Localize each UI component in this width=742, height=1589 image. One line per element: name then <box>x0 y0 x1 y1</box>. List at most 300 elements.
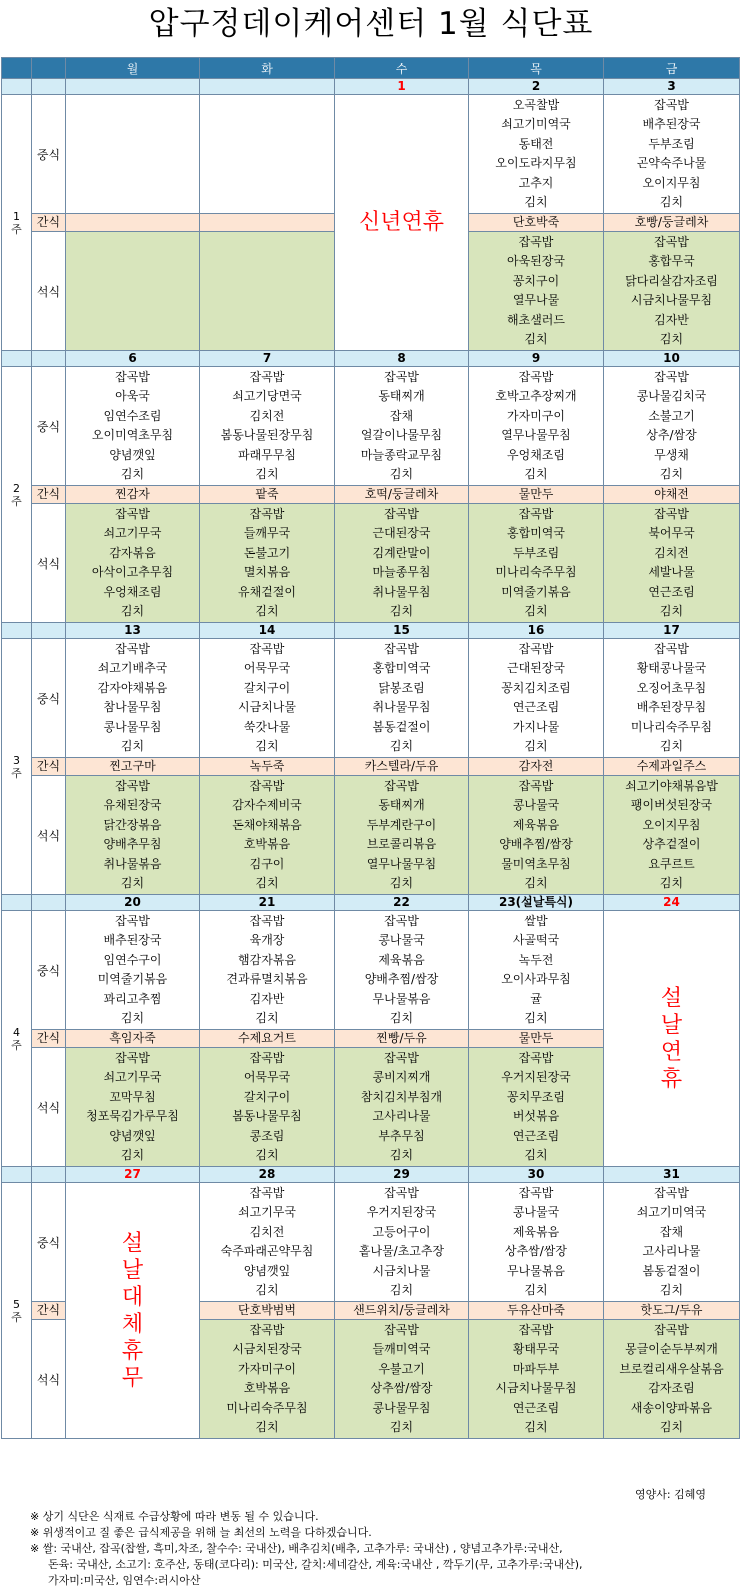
menu-item: 귤 <box>530 991 542 1006</box>
date-number: 23(설날특식) <box>498 895 574 909</box>
date-number: 29 <box>393 1167 410 1181</box>
menu-item: 제육볶음 <box>378 952 425 967</box>
menu-item: 감자수제비국 <box>232 798 302 812</box>
menu-item: 김치 <box>659 195 684 209</box>
menu-item: 잡곡밥 <box>249 506 285 521</box>
date-number: 15 <box>393 623 410 637</box>
menu-item: 제육볶음 <box>512 817 560 832</box>
meal-label-text: 중식 <box>36 963 61 978</box>
menu-item: 고사리나물 <box>372 1109 431 1123</box>
menu-item: 김치 <box>389 1148 414 1162</box>
dinner-menu-cell <box>66 1048 200 1167</box>
menu-item: 김치전 <box>249 1224 285 1239</box>
lunch-menu-cell <box>335 367 469 486</box>
snack-menu-cell <box>200 214 335 232</box>
date-number: 13 <box>124 623 141 637</box>
meal-label-snack <box>32 214 66 232</box>
menu-item: 단호박범벅 <box>238 1303 296 1317</box>
menu-item: 쌀밥 <box>524 913 548 928</box>
menu-item: 임연수조림 <box>103 408 162 423</box>
menu-item: 수제과일주스 <box>636 759 707 773</box>
lunch-menu-cell <box>200 95 335 214</box>
menu-item: 브로콜리볶음 <box>366 837 437 851</box>
menu-item: 시금치나물무침 <box>630 293 713 307</box>
menu-item: 견과류멸치볶음 <box>226 972 308 986</box>
date-cell <box>66 79 200 95</box>
dinner-menu-cell <box>335 776 469 895</box>
dinner-menu-cell <box>200 232 335 351</box>
snack-menu-cell <box>604 1302 740 1320</box>
date-row-blank <box>2 895 32 911</box>
menu-item: 쇠고기무국 <box>238 1205 296 1219</box>
menu-item: 잡곡밥 <box>654 1185 689 1200</box>
lunch-menu-cell <box>469 911 604 1030</box>
menu-item: 콩나물무침 <box>103 719 162 734</box>
date-number: 10 <box>663 351 680 365</box>
menu-item: 양념깻잎 <box>109 447 156 462</box>
menu-item: 갈치구이 <box>243 1089 291 1104</box>
menu-item: 김치 <box>524 195 548 209</box>
date-cell <box>66 1167 200 1183</box>
day-header <box>200 58 335 79</box>
menu-item: 부추무침 <box>378 1128 425 1143</box>
note-line: 가자미:미국산, 임연수:러시아산 <box>48 1574 201 1587</box>
meal-label-text: 중식 <box>36 691 61 706</box>
menu-item: 동태찌개 <box>378 389 425 403</box>
snack-menu-cell <box>469 1302 604 1320</box>
menu-item: 감자야채볶음 <box>97 680 168 695</box>
menu-item: 잡곡밥 <box>518 234 554 249</box>
week-label <box>2 911 32 1167</box>
date-number: 31 <box>663 1167 680 1181</box>
meal-label-lunch <box>32 1183 66 1302</box>
menu-item: 쇠고기당면국 <box>232 389 302 403</box>
dinner-menu-cell <box>200 1320 335 1439</box>
meal-label-text: 석식 <box>36 556 61 571</box>
menu-item: 시금치나물 <box>238 700 296 714</box>
snack-menu-cell <box>200 1302 335 1320</box>
date-number: 2 <box>531 79 541 93</box>
menu-item: 김치 <box>524 467 548 481</box>
menu-item: 연근조림 <box>512 1128 560 1143</box>
menu-item: 김치 <box>524 1420 548 1434</box>
menu-item: 숙주파래곤약무침 <box>220 1244 314 1258</box>
menu-item: 북어무국 <box>648 526 695 540</box>
menu-item: 소불고기 <box>648 408 695 423</box>
date-cell <box>469 79 604 95</box>
menu-item: 김치 <box>659 332 684 346</box>
menu-item: 오징어초무침 <box>636 680 707 695</box>
menu-item: 홍합미역국 <box>372 661 431 675</box>
menu-item: 오이지무침 <box>642 175 701 190</box>
meal-label-dinner <box>32 232 66 351</box>
menu-item: 양배추찜/쌈장 <box>364 972 439 986</box>
meal-label-text: 중식 <box>36 419 61 434</box>
menu-item: 김계란말이 <box>372 545 431 560</box>
day-header-label: 월 <box>126 61 139 76</box>
menu-item: 김치 <box>389 1420 414 1434</box>
snack-menu-cell <box>469 758 604 776</box>
meal-label-text: 석식 <box>36 1372 61 1387</box>
menu-item: 어묵무국 <box>243 661 291 675</box>
menu-item: 수제요거트 <box>238 1031 296 1045</box>
week-label <box>2 639 32 895</box>
menu-item: 김치 <box>659 739 684 753</box>
lunch-menu-cell <box>200 1183 335 1302</box>
snack-menu-cell <box>604 486 740 504</box>
menu-item: 근대된장국 <box>372 526 431 540</box>
date-cell <box>604 79 740 95</box>
menu-item: 제육볶음 <box>512 1224 560 1239</box>
menu-item: 잡곡밥 <box>654 641 689 656</box>
day-header-label: 화 <box>261 61 273 76</box>
menu-item: 콩나물국 <box>378 933 425 947</box>
menu-item: 물만두 <box>518 1031 554 1045</box>
dinner-menu-cell <box>604 504 740 623</box>
menu-item: 가자미구이 <box>238 1361 296 1376</box>
menu-item: 쑥갓나물 <box>243 719 291 734</box>
meal-label-dinner <box>32 1320 66 1439</box>
date-cell <box>200 1167 335 1183</box>
menu-item: 김치 <box>120 1148 145 1162</box>
menu-item: 잡곡밥 <box>384 506 419 521</box>
day-header <box>335 58 469 79</box>
menu-item: 홍합미역국 <box>507 526 565 540</box>
note-line: ※ 쌀: 국내산, 잡곡(찹쌀, 흑미,차조, 찰수수: 국내산), 배추김치(배추, 고추가루: 국내산) , 양념고추가루:국내산, <box>30 1542 563 1555</box>
holiday-label: 설날대체휴무 <box>121 1230 144 1391</box>
menu-item: 아욱국 <box>115 389 150 403</box>
dinner-menu-cell <box>469 232 604 351</box>
header-blank <box>32 58 66 79</box>
menu-item: 황태무국 <box>512 1342 560 1356</box>
date-number: 28 <box>258 1167 276 1181</box>
menu-item: 닭봉조림 <box>378 680 425 695</box>
menu-item: 미나리숙주무침 <box>630 719 713 734</box>
menu-item: 열무나물 <box>512 293 560 307</box>
date-number: 17 <box>663 623 680 637</box>
week-label-text: 1 주 <box>11 209 22 236</box>
menu-item: 두부조림 <box>512 545 560 560</box>
menu-item: 오곡찰밥 <box>512 97 560 112</box>
menu-item: 잡곡밥 <box>518 641 554 656</box>
menu-item: 호박볶음 <box>243 1381 291 1395</box>
snack-menu-cell <box>604 758 740 776</box>
menu-item: 김치 <box>255 876 279 890</box>
menu-item: 잡곡밥 <box>518 1185 554 1200</box>
menu-item: 동태찌개 <box>378 798 425 812</box>
date-row-blank <box>32 1167 66 1183</box>
menu-item: 두부계란구이 <box>366 817 437 832</box>
lunch-menu-cell <box>66 95 200 214</box>
menu-item: 김치 <box>389 1011 414 1025</box>
date-row-blank <box>32 623 66 639</box>
menu-item: 봄동나물무침 <box>232 1109 302 1123</box>
menu-item: 버섯볶음 <box>512 1109 560 1123</box>
menu-item: 봄동겉절이 <box>372 719 431 734</box>
lunch-menu-cell <box>66 367 200 486</box>
holiday-cell <box>66 1183 200 1439</box>
menu-item: 김구이 <box>249 856 285 871</box>
day-header-label: 금 <box>665 61 678 76</box>
menu-item: 김치 <box>120 739 145 753</box>
lunch-menu-cell <box>335 911 469 1030</box>
menu-item: 우불고기 <box>378 1361 425 1376</box>
date-cell <box>335 623 469 639</box>
menu-item: 김치 <box>120 604 145 618</box>
menu-item: 유채겉절이 <box>238 584 296 599</box>
date-cell <box>66 351 200 367</box>
menu-item: 감자전 <box>518 759 554 773</box>
menu-item: 김치 <box>524 332 548 346</box>
date-cell <box>200 623 335 639</box>
date-number: 1 <box>397 79 406 93</box>
menu-item: 잡곡밥 <box>518 369 554 384</box>
menu-item: 김치 <box>255 1420 279 1434</box>
lunch-menu-cell <box>469 639 604 758</box>
menu-item: 잡곡밥 <box>115 369 150 384</box>
menu-item: 유채된장국 <box>103 798 162 812</box>
menu-item: 잡곡밥 <box>384 1322 419 1337</box>
menu-item: 연근조림 <box>512 1400 560 1415</box>
menu-item: 사골떡국 <box>512 933 560 947</box>
meal-label-snack <box>32 1030 66 1048</box>
menu-item: 잡곡밥 <box>249 369 285 384</box>
day-header <box>469 58 604 79</box>
holiday-label: 신년연휴 <box>358 210 444 235</box>
menu-item: 찐빵/두유 <box>376 1031 427 1045</box>
date-row-blank <box>2 351 32 367</box>
meal-label-lunch <box>32 367 66 486</box>
menu-item: 고등어구이 <box>372 1224 431 1239</box>
snack-menu-cell <box>335 1302 469 1320</box>
menu-item: 잡곡밥 <box>384 1185 419 1200</box>
menu-item: 쇠고기무국 <box>103 526 162 540</box>
menu-item: 양배추찜/쌈장 <box>499 837 573 851</box>
menu-item: 잡곡밥 <box>249 1050 285 1065</box>
menu-item: 몽글이순두부찌개 <box>625 1342 718 1356</box>
menu-item: 녹두죽 <box>249 759 285 773</box>
menu-item: 잡곡밥 <box>115 641 150 656</box>
menu-item: 새송이양파볶음 <box>630 1400 713 1415</box>
menu-item: 무나물볶음 <box>372 991 431 1006</box>
week-label <box>2 367 32 623</box>
menu-item: 김치 <box>389 604 414 618</box>
menu-item: 요쿠르트 <box>648 856 695 871</box>
meal-label-text: 간식 <box>36 487 61 501</box>
date-row-blank <box>2 1167 32 1183</box>
meal-label-text: 중식 <box>36 147 61 162</box>
menu-item: 호빵/둥글레차 <box>634 215 709 229</box>
menu-item: 봄동나물된장무침 <box>220 428 314 442</box>
lunch-menu-cell <box>604 1183 740 1302</box>
menu-item: 파래무무침 <box>238 447 296 462</box>
date-cell <box>604 623 740 639</box>
snack-menu-cell <box>335 486 469 504</box>
date-number: 8 <box>397 351 406 365</box>
menu-item: 콩비지찌개 <box>372 1070 431 1084</box>
lunch-menu-cell <box>604 367 740 486</box>
week-label-text: 3 주 <box>11 753 22 780</box>
menu-item: 호떡/둥글레차 <box>364 487 439 501</box>
menu-item: 김치 <box>659 1283 684 1297</box>
menu-item: 미역줄기볶음 <box>97 972 168 986</box>
dinner-menu-cell <box>200 504 335 623</box>
menu-item: 우거지된장국 <box>366 1205 437 1219</box>
menu-item: 햄감자볶음 <box>238 952 296 967</box>
menu-table <box>1 57 740 1439</box>
menu-item: 녹두전 <box>518 952 554 967</box>
menu-item: 닭간장볶음 <box>103 817 162 832</box>
date-cell <box>604 1167 740 1183</box>
menu-item: 열무나물무침 <box>501 428 571 442</box>
date-cell <box>469 351 604 367</box>
menu-item: 잡곡밥 <box>249 1322 285 1337</box>
menu-item: 상추쌈/쌈장 <box>504 1244 567 1258</box>
snack-menu-cell <box>200 758 335 776</box>
menu-item: 쇠고기미역국 <box>636 1205 707 1219</box>
nutritionist-signature: 영양사: 김혜영 <box>635 1488 706 1501</box>
menu-item: 잡채 <box>389 408 414 423</box>
menu-item: 김자반 <box>654 312 689 327</box>
date-cell <box>469 895 604 911</box>
menu-item: 잡곡밥 <box>384 1050 419 1065</box>
menu-item: 취나물볶음 <box>103 856 162 871</box>
menu-item: 쇠고기야채볶음밥 <box>625 778 718 793</box>
menu-item: 잡곡밥 <box>249 913 285 928</box>
menu-item: 김치 <box>524 1283 548 1297</box>
menu-item: 들깨미역국 <box>372 1342 431 1356</box>
menu-item: 콩나물무침 <box>372 1400 431 1415</box>
page-title: 압구정데이케어센터 1월 식단표 <box>148 6 594 42</box>
date-cell <box>335 351 469 367</box>
menu-item: 잡곡밥 <box>115 913 150 928</box>
menu-item: 잡곡밥 <box>654 369 689 384</box>
menu-item: 꽈리고추찜 <box>103 991 162 1006</box>
menu-item: 얼갈이나물무침 <box>360 428 443 442</box>
menu-item: 김치 <box>389 1283 414 1297</box>
date-row-blank <box>2 623 32 639</box>
date-cell <box>469 1167 604 1183</box>
week-label <box>2 95 32 351</box>
meal-label-text: 간식 <box>36 1031 61 1045</box>
date-number: 16 <box>527 623 545 637</box>
lunch-menu-cell <box>604 95 740 214</box>
menu-item: 콩나물김치국 <box>636 389 707 403</box>
menu-item: 가지나물 <box>512 719 560 734</box>
menu-item: 홑나물/초고추장 <box>358 1244 445 1258</box>
lunch-menu-cell <box>604 639 740 758</box>
lunch-menu-cell <box>200 639 335 758</box>
menu-item: 들깨무국 <box>243 526 291 540</box>
menu-item: 쇠고기미역국 <box>501 117 571 131</box>
date-cell <box>200 79 335 95</box>
menu-item: 핫도그/두유 <box>640 1303 703 1317</box>
dinner-menu-cell <box>469 776 604 895</box>
menu-item: 배추된장국 <box>642 117 701 131</box>
meal-label-snack <box>32 486 66 504</box>
menu-item: 잡곡밥 <box>115 778 150 793</box>
menu-item: 찐고구마 <box>109 759 156 773</box>
menu-item: 오이미역초무침 <box>91 428 174 442</box>
menu-item: 배추된장국 <box>103 933 162 947</box>
day-header <box>66 58 200 79</box>
menu-item: 잡곡밥 <box>518 1322 554 1337</box>
meal-label-text: 간식 <box>36 215 61 229</box>
menu-item: 김치 <box>659 1420 684 1434</box>
menu-item: 임연수구이 <box>103 952 162 967</box>
menu-item: 김치 <box>120 1011 145 1025</box>
meal-label-lunch <box>32 911 66 1030</box>
meal-label-text: 석식 <box>36 1100 61 1115</box>
meal-label-dinner <box>32 1048 66 1167</box>
menu-item: 잡곡밥 <box>518 1050 554 1065</box>
menu-item: 연근조림 <box>512 700 560 714</box>
dinner-menu-cell <box>604 1320 740 1439</box>
menu-item: 상추쌈/쌈장 <box>370 1381 433 1395</box>
menu-item: 잡곡밥 <box>384 641 419 656</box>
dinner-menu-cell <box>66 232 200 351</box>
menu-item: 단호박죽 <box>512 215 560 229</box>
date-cell <box>335 895 469 911</box>
menu-item: 두유산마죽 <box>507 1303 565 1317</box>
menu-item: 호박볶음 <box>243 837 291 851</box>
menu-item: 연근조림 <box>648 584 695 599</box>
menu-item: 양배추무침 <box>103 837 162 851</box>
menu-item: 오이지무침 <box>642 817 701 832</box>
menu-item: 마늘종락교무침 <box>360 447 443 462</box>
menu-item: 두부조림 <box>648 136 695 151</box>
menu-item: 참나물무침 <box>103 700 162 714</box>
dinner-menu-cell <box>200 776 335 895</box>
snack-menu-cell <box>66 1030 200 1048</box>
menu-item: 근대된장국 <box>507 661 565 675</box>
note-line: 돈육: 국내산, 소고기: 호주산, 동태(코다리): 미국산, 갈치:세네갈산, 계육:국내산 , 깍두기(무, 고추가루:국내산), <box>48 1558 583 1571</box>
menu-item: 돈채야채볶음 <box>232 817 302 832</box>
menu-item: 김자반 <box>249 991 285 1006</box>
date-cell <box>66 623 200 639</box>
meal-label-text: 간식 <box>36 759 61 773</box>
dinner-menu-cell <box>469 504 604 623</box>
header-blank <box>2 58 32 79</box>
menu-item: 시금치나물 <box>372 1263 431 1278</box>
holiday-cell <box>604 911 740 1167</box>
menu-item: 잡곡밥 <box>654 506 689 521</box>
date-cell <box>200 895 335 911</box>
dinner-menu-cell <box>66 776 200 895</box>
date-number: 20 <box>124 895 141 909</box>
date-number: 6 <box>128 351 137 365</box>
menu-item: 김치 <box>524 1011 548 1025</box>
menu-item: 잡곡밥 <box>654 234 689 249</box>
menu-item: 상추겉절이 <box>642 837 701 851</box>
dinner-menu-cell <box>335 1048 469 1167</box>
menu-item: 잡곡밥 <box>654 97 689 112</box>
date-cell <box>604 351 740 367</box>
snack-menu-cell <box>200 486 335 504</box>
menu-item: 팽이버섯된장국 <box>630 798 713 812</box>
menu-item: 양념깻잎 <box>243 1263 291 1278</box>
meal-label-text: 간식 <box>36 1303 61 1317</box>
menu-item: 잡채 <box>659 1224 684 1239</box>
menu-item: 미나리숙주무침 <box>495 565 577 579</box>
menu-item: 오이사과무침 <box>501 972 571 986</box>
dinner-menu-cell <box>469 1320 604 1439</box>
menu-item: 돈불고기 <box>243 545 291 560</box>
menu-item: 꼬막무침 <box>109 1089 156 1104</box>
menu-item: 무나물볶음 <box>507 1263 565 1278</box>
date-number: 27 <box>124 1167 141 1181</box>
menu-item: 취나물무침 <box>372 584 431 599</box>
